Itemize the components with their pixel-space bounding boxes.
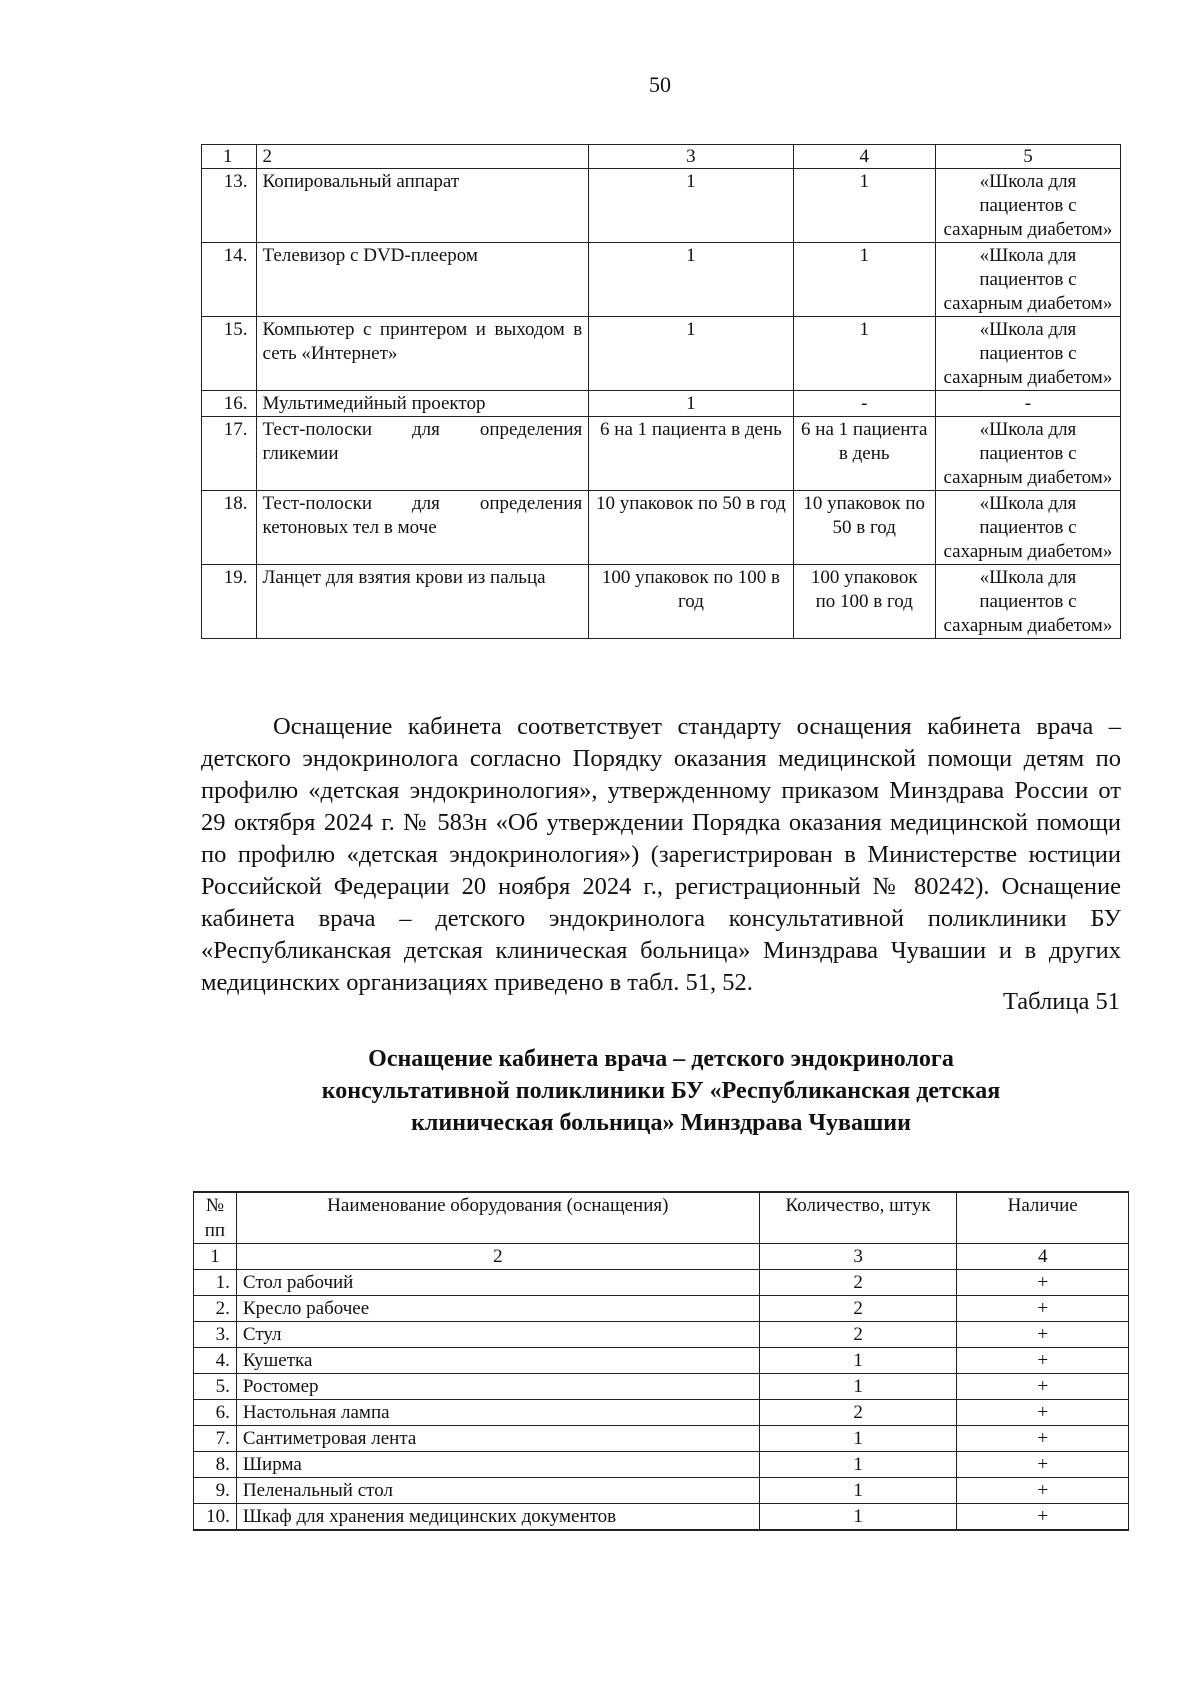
quantity: 1	[759, 1348, 957, 1374]
equipment-name: Ростомер	[236, 1374, 759, 1400]
column-number: 2	[236, 1244, 759, 1270]
equipment-name: Стул	[236, 1322, 759, 1348]
table-row	[202, 417, 1121, 491]
equipment-name: Телевизор с DVD-плеером	[256, 243, 589, 317]
quantity-actual: 1	[793, 243, 935, 317]
quantity-standard: 6 на 1 пациента в день	[589, 417, 793, 491]
table-row	[194, 1400, 1129, 1426]
table-row	[202, 565, 1121, 639]
column-number: 2	[256, 145, 589, 169]
table-title-line: Оснащение кабинета врача – детского эндокринолога	[368, 1046, 954, 1072]
quantity: 2	[759, 1400, 957, 1426]
availability: +	[957, 1348, 1129, 1374]
row-number: 9.	[194, 1478, 237, 1504]
note: «Школа для пациентов с сахарным диабетом»	[935, 417, 1120, 491]
quantity-actual: 1	[793, 169, 935, 243]
column-number: 3	[759, 1244, 957, 1270]
quantity-actual: 1	[793, 317, 935, 391]
quantity: 1	[759, 1426, 957, 1452]
equipment-name: Ширма	[236, 1452, 759, 1478]
equipment-name: Шкаф для хранения медицинских документов	[236, 1504, 759, 1531]
quantity-standard: 1	[589, 243, 793, 317]
quantity-standard: 1	[589, 391, 793, 417]
equipment-name: Компьютер с принтером и выходом в сеть «Интернет»	[256, 317, 589, 391]
table-row	[194, 1452, 1129, 1478]
table-row	[194, 1426, 1129, 1452]
availability: +	[957, 1478, 1129, 1504]
column-number-row	[202, 145, 1121, 169]
table-row	[194, 1296, 1129, 1322]
availability: +	[957, 1400, 1129, 1426]
row-number: 3.	[194, 1322, 237, 1348]
column-number: 5	[935, 145, 1120, 169]
table-row	[194, 1322, 1129, 1348]
quantity-actual: 6 на 1 пациента в день	[793, 417, 935, 491]
equipment-name: Кушетка	[236, 1348, 759, 1374]
note: -	[935, 391, 1120, 417]
table-row	[202, 243, 1121, 317]
row-number: 18.	[202, 491, 257, 565]
equipment-name: Ланцет для взятия крови из пальца	[256, 565, 589, 639]
header-num: № пп	[194, 1192, 237, 1244]
table-row	[194, 1348, 1129, 1374]
quantity-standard: 1	[589, 169, 793, 243]
note: «Школа для пациентов с сахарным диабетом»	[935, 243, 1120, 317]
quantity-actual: -	[793, 391, 935, 417]
quantity: 1	[759, 1452, 957, 1478]
row-number: 2.	[194, 1296, 237, 1322]
quantity-actual: 100 упаковок по 100 в год	[793, 565, 935, 639]
quantity: 1	[759, 1504, 957, 1531]
quantity-standard: 100 упаковок по 100 в год	[589, 565, 793, 639]
row-number: 8.	[194, 1452, 237, 1478]
table-label: Таблица 51	[1002, 988, 1120, 1015]
equipment-name: Тест-полоски для определения гликемии	[256, 417, 589, 491]
row-number: 10.	[194, 1504, 237, 1531]
page-number: 50	[649, 72, 671, 97]
equipment-name: Сантиметровая лента	[236, 1426, 759, 1452]
header-availability: Наличие	[957, 1192, 1129, 1244]
equipment-name: Мультимедийный проектор	[256, 391, 589, 417]
column-number: 1	[202, 145, 257, 169]
table-row	[194, 1374, 1129, 1400]
row-number: 14.	[202, 243, 257, 317]
equipment-name: Тест-полоски для определения кетоновых тел в моче	[256, 491, 589, 565]
table-title	[201, 1043, 1121, 1139]
body-paragraph: Оснащение кабинета соответствует стандарту оснащения кабинета врача – детского эндокринолога согласно Порядку оказания медицинской помощи детям по профилю «детская эндокринология», утвержденному приказом Минздрава России от 29 октября 2024 г. № 583н «Об утверждении Порядка оказания медицинской помощи по профилю «детская эндокринология») (зарегистрирован в Министерстве юстиции Российской Федерации 20 ноября 2024 г., регистрационный № 80242). Оснащение кабинета врача – детского эндокринолога консультативной поликлиники БУ «Республиканская детская клиническая больница» Минздрава Чувашии и в других медицинских организациях приведено в табл. 51, 52.	[201, 712, 1121, 996]
header-name: Наименование оборудования (оснащения)	[236, 1192, 759, 1244]
column-number: 1	[194, 1244, 237, 1270]
note: «Школа для пациентов с сахарным диабетом»	[935, 565, 1120, 639]
table-row	[194, 1478, 1129, 1504]
row-number: 1.	[194, 1270, 237, 1296]
note: «Школа для пациентов с сахарным диабетом»	[935, 317, 1120, 391]
note: «Школа для пациентов с сахарным диабетом»	[935, 169, 1120, 243]
table-row	[202, 391, 1121, 417]
availability: +	[957, 1270, 1129, 1296]
table-row	[202, 169, 1121, 243]
availability: +	[957, 1322, 1129, 1348]
row-number: 19.	[202, 565, 257, 639]
row-number: 13.	[202, 169, 257, 243]
equipment-table-51	[193, 1191, 1129, 1531]
availability: +	[957, 1296, 1129, 1322]
quantity: 1	[759, 1478, 957, 1504]
row-number: 4.	[194, 1348, 237, 1374]
quantity-standard: 10 упаковок по 50 в год	[589, 491, 793, 565]
quantity: 2	[759, 1296, 957, 1322]
table-title-line: консультативной поликлиники БУ «Республиканская детская	[321, 1078, 1001, 1104]
table-title-line: клиническая больница» Минздрава Чувашии	[411, 1110, 911, 1136]
row-number: 17.	[202, 417, 257, 491]
note: «Школа для пациентов с сахарным диабетом»	[935, 491, 1120, 565]
header-row	[194, 1192, 1129, 1244]
quantity-standard: 1	[589, 317, 793, 391]
row-number: 16.	[202, 391, 257, 417]
row-number: 15.	[202, 317, 257, 391]
availability: +	[957, 1504, 1129, 1531]
equipment-name: Кресло рабочее	[236, 1296, 759, 1322]
quantity-actual: 10 упаковок по 50 в год	[793, 491, 935, 565]
equipment-name: Пеленальный стол	[236, 1478, 759, 1504]
column-number: 3	[589, 145, 793, 169]
column-number: 4	[793, 145, 935, 169]
column-number: 4	[957, 1244, 1129, 1270]
quantity: 1	[759, 1374, 957, 1400]
table-row	[194, 1270, 1129, 1296]
table-row	[202, 317, 1121, 391]
equipment-name: Настольная лампа	[236, 1400, 759, 1426]
row-number: 6.	[194, 1400, 237, 1426]
availability: +	[957, 1452, 1129, 1478]
row-number: 5.	[194, 1374, 237, 1400]
equipment-table-continued	[201, 144, 1121, 639]
equipment-name: Стол рабочий	[236, 1270, 759, 1296]
row-number: 7.	[194, 1426, 237, 1452]
availability: +	[957, 1426, 1129, 1452]
quantity: 2	[759, 1322, 957, 1348]
quantity: 2	[759, 1270, 957, 1296]
availability: +	[957, 1374, 1129, 1400]
equipment-name: Копировальный аппарат	[256, 169, 589, 243]
column-number-row	[194, 1244, 1129, 1270]
header-quantity: Количество, штук	[759, 1192, 957, 1244]
table-row	[194, 1504, 1129, 1531]
table-row	[202, 491, 1121, 565]
